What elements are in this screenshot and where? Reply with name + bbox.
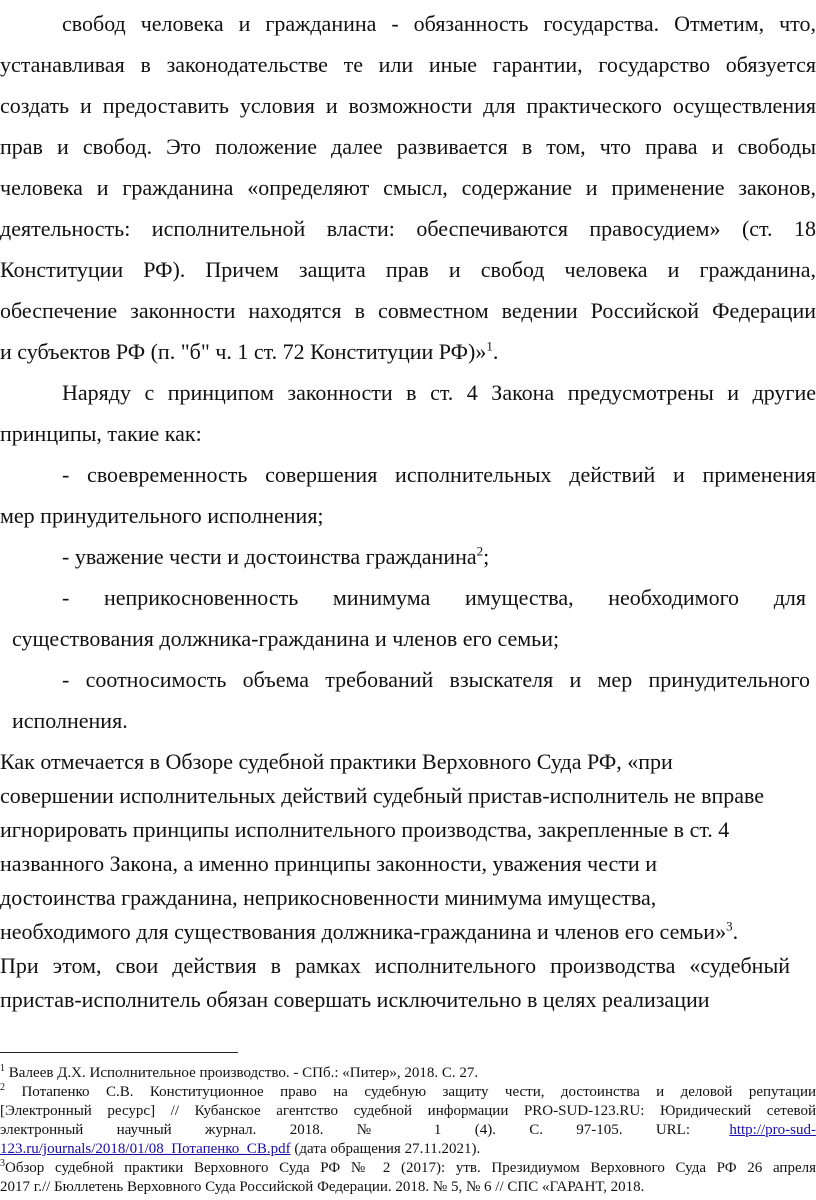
body-line: принципы, такие как: xyxy=(0,421,202,446)
body-line: необходимого для существования должника-гражданина и членов его семьи»$^3$. xyxy=(0,918,739,944)
list-item-continuation: исполнения. xyxy=(12,708,128,733)
list-item: - неприкосновенность минимума имущества, необходимого для xyxy=(62,585,806,610)
footnote-ref-1[interactable]: 1 xyxy=(486,338,493,354)
footnote-2-line: 123.ru/journals/2018/01/08_Потапенко_СВ.pdf (дата обращения 27.11.2021). xyxy=(0,1141,481,1157)
body-line: Конституции РФ). Причем защита прав и свобод человека и гражданина, xyxy=(0,257,816,282)
footnote-2-line: электронный научный журнал. 2018. № 1 (4). С. 97-105. URL: http://pro-sud- xyxy=(0,1122,816,1138)
list-item-continuation: мер принудительного исполнения; xyxy=(0,503,324,528)
footnote-ref-3[interactable]: 3 xyxy=(726,918,733,934)
list-item: - своевременность совершения исполнительных действий и применения xyxy=(62,462,816,487)
body-line: игнорировать принципы исполнительного производства, закрепленные в ст. 4 xyxy=(0,817,730,842)
body-line: совершении исполнительных действий судебный пристав-исполнитель не вправе xyxy=(0,783,765,808)
body-line: создать и предоставить условия и возможности для практического осуществления xyxy=(0,93,816,118)
footnote-1: $^1$ Валеев Д.Х. Исполнительное производство. - СПб.: «Питер», 2018. С. 27. xyxy=(0,1063,479,1081)
body-line: и субъектов РФ (п. "б" ч. 1 ст. 72 Конституции РФ)»$^1$. xyxy=(0,338,499,364)
footnote-3-line: 2017 г.// Бюллетень Верховного Суда Российской Федерации. 2018. № 5, № 6 // СПС «ГАРАНТ, 2018. xyxy=(0,1179,645,1195)
body-line: названного Закона, а именно принципы законности, уважения чести и xyxy=(0,851,657,876)
body-line: прав и свобод. Это положение далее развивается в том, что права и свободы xyxy=(0,134,816,159)
body-line: обеспечение законности находятся в совместном ведении Российской Федерации xyxy=(0,298,816,323)
body-line: устанавливая в законодательстве те или иные гарантии, государство обязуется xyxy=(0,52,816,77)
body-line: Как отмечается в Обзоре судебной практики Верховного Суда РФ, «при xyxy=(0,749,673,774)
body-line: человека и гражданина «определяют смысл, содержание и применение законов, xyxy=(0,175,816,200)
footnote-3: $^3$Обзор судебной практики Верховного Суда РФ № 2 (2017): утв. Президиумом Верховного Суда РФ 26 апреля xyxy=(0,1158,816,1176)
body-line: пристав-исполнитель обязан совершать исключительно в целях реализации xyxy=(0,987,710,1012)
body-line: достоинства гражданина, неприкосновенности минимума имущества, xyxy=(0,885,657,910)
footnote-2: $^2$ Потапенко С.В. Конституционное право на судебную защиту чести, достоинства и деловой репутации xyxy=(0,1082,816,1100)
footnote-link[interactable]: 123.ru/journals/2018/01/08_Потапенко_СВ.pdf xyxy=(0,1141,291,1157)
footnote-link[interactable]: http://pro-sud- xyxy=(729,1122,816,1138)
footnote-ref-2[interactable]: 2 xyxy=(476,543,484,559)
body-line: Наряду с принципом законности в ст. 4 Закона предусмотрены и другие xyxy=(62,380,816,405)
list-item: - уважение чести и достоинства гражданина$^2$; xyxy=(62,543,490,569)
body-line: При этом, свои действия в рамках исполнительного производства «судебный xyxy=(0,953,790,978)
body-line: деятельность: исполнительной власти: обеспечиваются правосудием» (ст. 18 xyxy=(0,216,816,241)
footnote-separator xyxy=(0,1052,238,1053)
body-line: свобод человека и гражданина - обязанность государства. Отметим, что, xyxy=(62,11,816,36)
list-item: - соотносимость объема требований взыскателя и мер принудительного xyxy=(62,667,810,692)
footnote-2-line: [Электронный ресурс] // Кубанское агентство судебной информации PRO-SUD-123.RU: Юридический сетевой xyxy=(0,1103,816,1119)
list-item-continuation: существования должника-гражданина и членов его семьи; xyxy=(12,626,560,651)
